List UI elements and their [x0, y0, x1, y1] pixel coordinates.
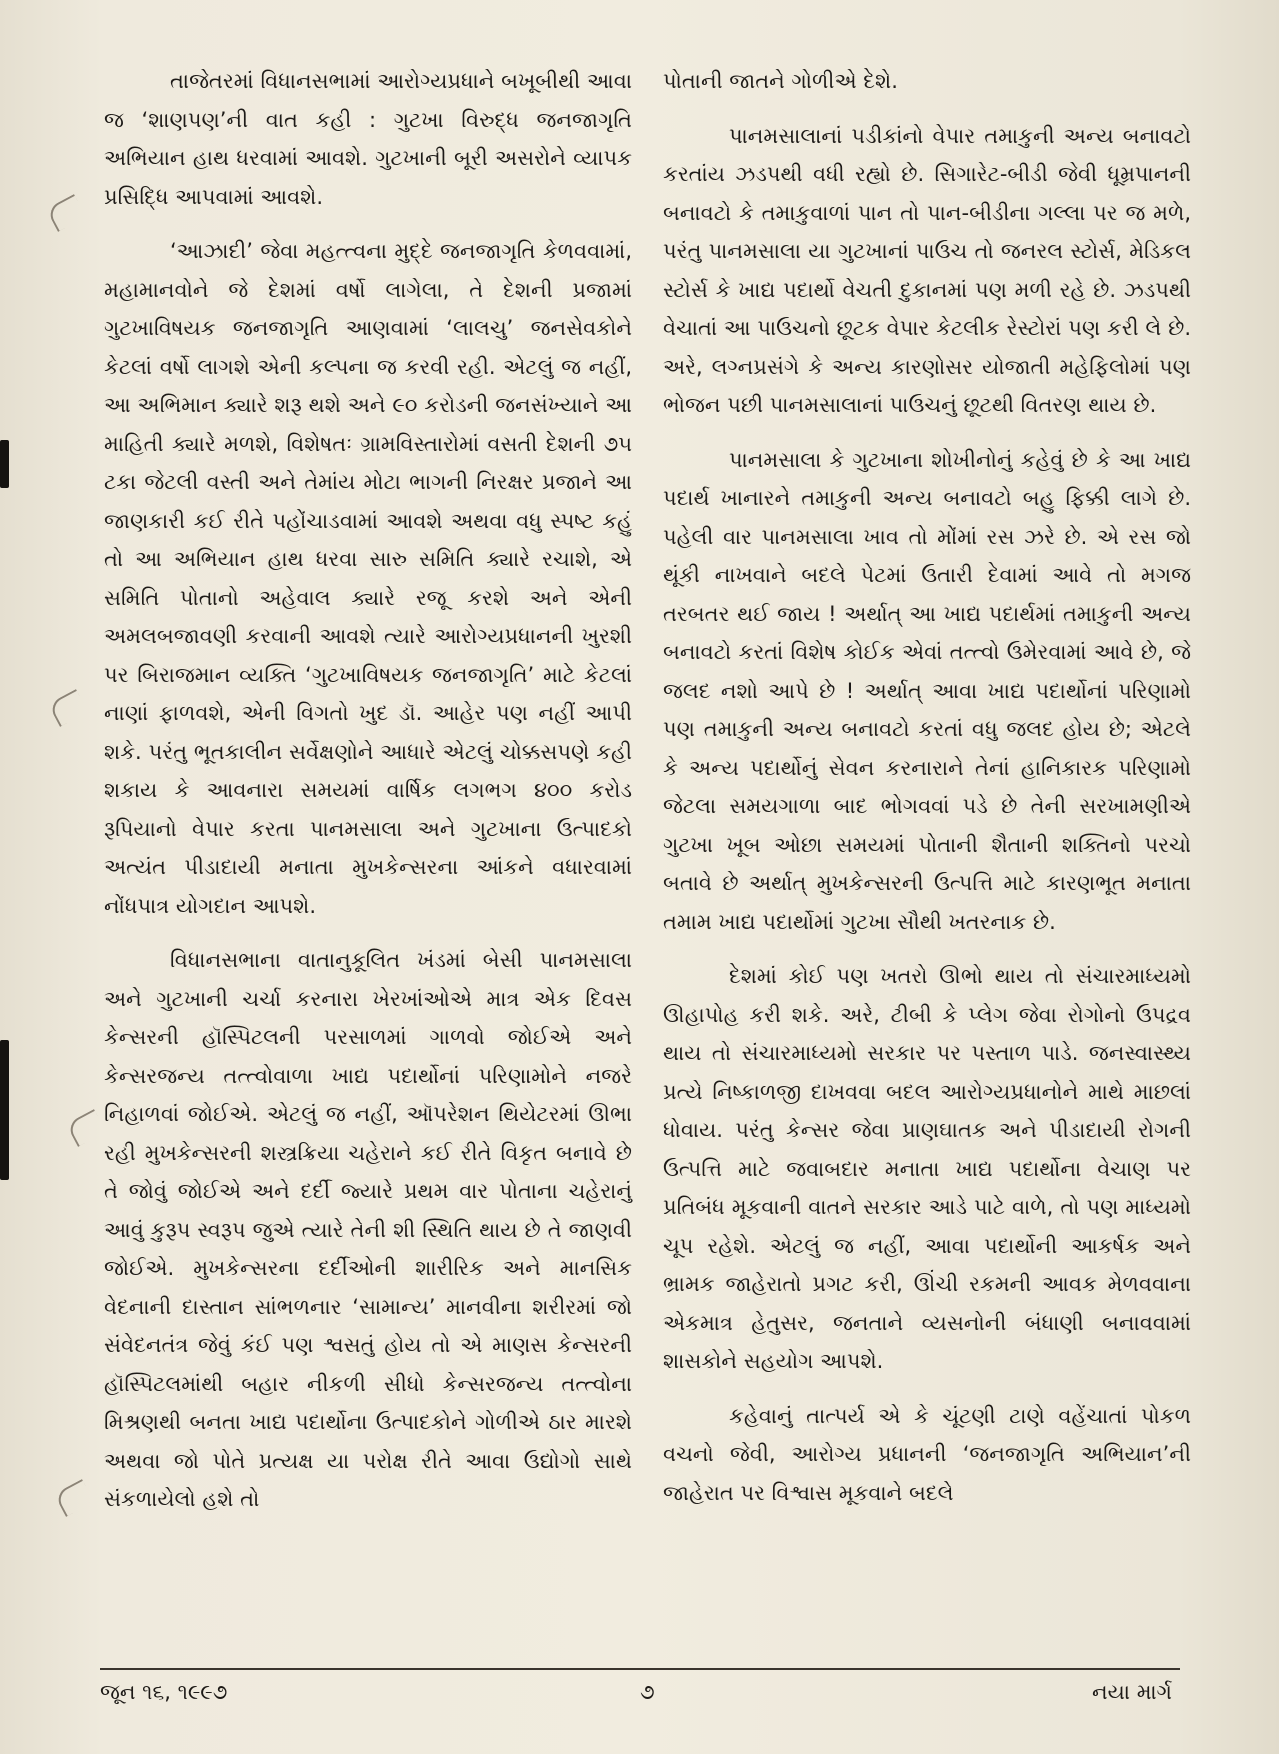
binding-mark: [0, 1040, 9, 1180]
pen-annotation: [66, 1109, 106, 1147]
right-column: [663, 62, 1191, 1528]
magazine-name: નયા માર્ગ: [1092, 1680, 1172, 1704]
paragraph: દેશમાં કોઈ પણ ખતરો ઊભો થાય તો સંચારમાધ્યમો ઊહાપોહ કરી શકે. અરે, ટીબી કે પ્લેગ જેવા રોગોનો ઉપદ્રવ થાય તો સંચારમાધ્યમો સરકાર પર પસ્તાળ પાડે. જનસ્વાસ્થ્ય પ્રત્યે નિષ્કાળજી દાખવવા બદલ આરોગ્યપ્રધાનોને માથે માછલાં ધોવાય. પરંતુ કેન્સર જેવા પ્રાણઘાતક અને પીડાદાયી રોગની ઉત્પત્તિ માટે જવાબદાર મનાતા ખાદ્ય પદાર્થોના વેચાણ પર પ્રતિબંધ મૂકવાની વાતને સરકાર આડે પાટે વાળે, તો પણ માધ્યમો ચૂપ રહેશે. એટલું જ નહીં, આવા પદાર્થોની આકર્ષક અને ભ્રામક જાહેરાતો પ્રગટ કરી, ઊંચી રકમની આવક મેળવવાના એકમાત્ર હેતુસર, જનતાને વ્યસનોની બંધાણી બનાવવામાં શાસકોને સહયોગ આપશે.: [663, 964, 1191, 1373]
paragraph: ‘આઝાદી’ જેવા મહત્ત્વના મુદ્દે જનજાગૃતિ કેળવવામાં, મહામાનવોને જે દેશમાં વર્ષો લાગેલા, તે દેશની પ્રજામાં ગુટખાવિષયક જનજાગૃતિ આણવામાં ‘લાલચુ’ જનસેવકોને કેટલાં વર્ષો લાગશે એની કલ્પના જ કરવી રહી. એટલું જ નહીં, આ અભિમાન ક્યારે શરૂ થશે અને ૯૦ કરોડની જનસંખ્યાને આ માહિતી ક્યારે મળશે, વિશેષતઃ ગ્રામવિસ્તારોમાં વસતી દેશની ૭૫ ટકા જેટલી વસ્તી અને તેમાંય મોટા ભાગની નિરક્ષર પ્રજાને આ જાણકારી કઈ રીતે પહોંચાડવામાં આવશે અથવા વધુ સ્પષ્ટ કહું તો આ અભિયાન હાથ ધરવા સારુ સમિતિ ક્યારે રચાશે, એ સમિતિ પોતાનો અહેવાલ ક્યારે રજૂ કરશે અને એની અમલબજાવણી કરવાની આવશે ત્યારે આરોગ્યપ્રધાનની ખુરશી પર બિરાજમાન વ્યક્તિ ‘ગુટખાવિષયક જનજાગૃતિ’ માટે કેટલાં નાણાં ફાળવશે, એની વિગતો ખુદ ડૉ. આહેર પણ નહીં આપી શકે. પરંતુ ભૂતકાલીન સર્વેક્ષણોને આધારે એટલું ચોક્કસપણે કહી શકાય કે આવનારા સમયમાં વાર્ષિક લગભગ ૪૦૦ કરોડ રૂપિયાનો વેપાર કરતા પાનમસાલા અને ગુટખાના ઉત્પાદકો અત્યંત પીડાદાયી મનાતા મુખકેન્સરના આંકને વધારવામાં નોંધપાત્ર યોગદાન આપશે.: [104, 239, 632, 918]
paragraph-continued: પોતાની જાતને ગોળીએ દેશે.: [663, 69, 898, 93]
issue-date: જૂન ૧૬, ૧૯૯૭: [100, 1680, 228, 1704]
paragraph: પાનમસાલા કે ગુટખાના શોખીનોનું કહેવું છે કે આ ખાદ્ય પદાર્થ ખાનારને તમાકુની અન્ય બનાવટો બહુ ફિક્કી લાગે છે. પહેલી વાર પાનમસાલા ખાવ તો મોંમાં રસ ઝરે છે. એ રસ જો થૂંકી નાખવાને બદલે પેટમાં ઉતારી દેવામાં આવે તો મગજ તરબતર થઈ જાય ! અર્થાત્ આ ખાદ્ય પદાર્થમાં તમાકુની અન્ય બનાવટો કરતાં વિશેષ કોઈક એવાં તત્ત્વો ઉમેરવામાં આવે છે, જે જલદ નશો આપે છે ! અર્થાત્ આવા ખાદ્ય પદાર્થોનાં પરિણામો પણ તમાકુની અન્ય બનાવટો કરતાં વધુ જલદ હોય છે; એટલે કે અન્ય પદાર્થોનું સેવન કરનારાને તેનાં હાનિકારક પરિણામો જેટલા સમયગાળા બાદ ભોગવવાં પડે છે તેની સરખામણીએ ગુટખા ખૂબ ઓછા સમયમાં પોતાની શૈતાની શક્તિનો પરચો બતાવે છે અર્થાત્ મુખકેન્સરની ઉત્પત્તિ માટે કારણભૂત મનાતા તમામ ખાદ્ય પદાર્થોમાં ગુટખા સૌથી ખતરનાક છે.: [663, 447, 1191, 934]
pen-annotation: [46, 194, 86, 232]
pen-annotation: [48, 689, 88, 727]
page-number: ૭: [640, 1680, 655, 1704]
paragraph: કહેવાનું તાત્પર્ય એ કે ચૂંટણી ટાણે વહેંચાતાં પોકળ વચનો જેવી, આરોગ્ય પ્રધાનની ‘જનજાગૃતિ અભિયાન’ની જાહેરાત પર વિશ્વાસ મૂકવાને બદલે: [663, 1403, 1191, 1505]
page-footer: [100, 1668, 1180, 1706]
binding-mark: [0, 440, 9, 488]
pen-annotation: [54, 1479, 94, 1517]
paragraph: વિધાનસભાના વાતાનુકૂલિત ખંડમાં બેસી પાનમસાલા અને ગુટખાની ચર્ચા કરનારા ખેરખાંઓએ માત્ર એક દિવસ કેન્સરની હૉસ્પિટલની પરસાળમાં ગાળવો જોઈએ અને કેન્સરજન્ય તત્ત્વોવાળા ખાદ્ય પદાર્થોનાં પરિણામોને નજરે નિહાળવાં જોઈએ. એટલું જ નહીં, ઑપરેશન થિયેટરમાં ઊભા રહી મુખકેન્સરની શસ્ત્રક્રિયા ચહેરાને કઈ રીતે વિકૃત બનાવે છે તે જોવું જોઈએ અને દર્દી જ્યારે પ્રથમ વાર પોતાના ચહેરાનું આવું કુરૂપ સ્વરૂપ જુએ ત્યારે તેની શી સ્થિતિ થાય છે તે જાણવી જોઈએ. મુખકેન્સરના દર્દીઓની શારીરિક અને માનસિક વેદનાની દાસ્તાન સાંભળનાર ‘સામાન્ય’ માનવીના શરીરમાં જો સંવેદનતંત્ર જેવું કંઈ પણ શ્વસતું હોય તો એ માણસ કેન્સરની હૉસ્પિટલમાંથી બહાર નીકળી સીધો કેન્સરજન્ય તત્ત્વોના મિશ્રણથી બનતા ખાદ્ય પદાર્થોના ઉત્પાદકોને ગોળીએ ઠાર મારશે અથવા જો પોતે પ્રત્યક્ષ યા પરોક્ષ રીતે આવા ઉદ્યોગો સાથે સંકળાયેલો હશે તો: [104, 948, 632, 1511]
left-column: [104, 62, 632, 1535]
paragraph: તાજેતરમાં વિધાનસભામાં આરોગ્યપ્રધાને બખૂબીથી આવા જ ‘શાણપણ’ની વાત કહી : ગુટખા વિરુદ્ધ જનજાગૃતિ અભિયાન હાથ ધરવામાં આવશે. ગુટખાની બૂરી અસરોને વ્યાપક પ્રસિદ્ધિ આપવામાં આવશે.: [104, 69, 632, 209]
paragraph: પાનમસાલાનાં પડીકાંનો વેપાર તમાકુની અન્ય બનાવટો કરતાંય ઝડપથી વધી રહ્યો છે. સિગારેટ-બીડી જેવી ધૂમ્રપાનની બનાવટો કે તમાકુવાળાં પાન તો પાન-બીડીના ગલ્લા પર જ મળે, પરંતુ પાનમસાલા યા ગુટખાનાં પાઉચ તો જનરલ સ્ટોર્સ, મેડિકલ સ્ટોર્સ કે ખાદ્ય પદાર્થો વેચતી દુકાનમાં પણ મળી રહે છે. ઝડપથી વેચાતાં આ પાઉચનો છૂટક વેપાર કેટલીક રેસ્ટોરાં પણ કરી લે છે. અરે, લગ્નપ્રસંગે કે અન્ય કારણોસર યોજાતી મહેફિલોમાં પણ ભોજન પછી પાનમસાલાનાં પાઉચનું છૂટથી વિતરણ થાય છે.: [663, 123, 1191, 417]
